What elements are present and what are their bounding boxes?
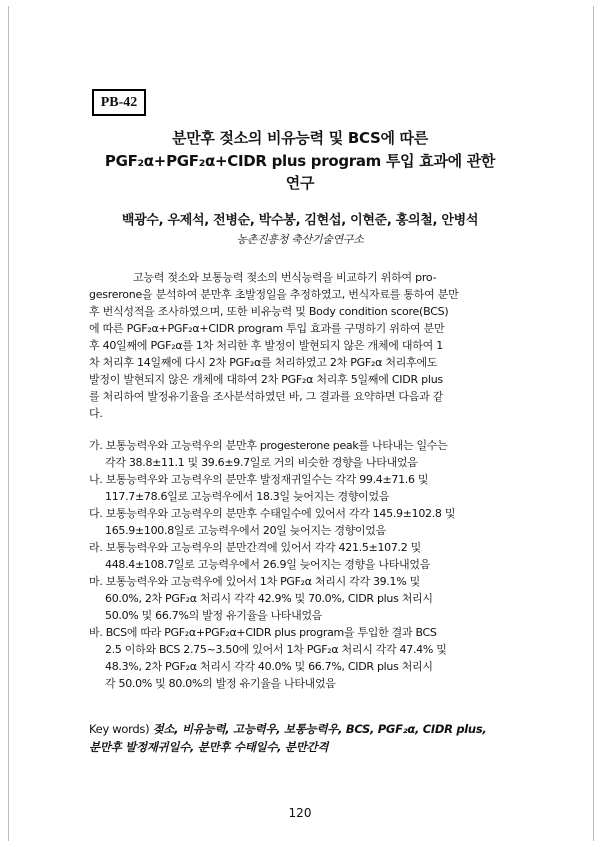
result-item: 다. 보통능력우와 고능력우의 분만후 수태일수에 있어서 각각 145.9±102.8 및 — [89, 507, 456, 520]
keywords-line-2 — [89, 739, 328, 755]
abstract-line: gesrerone을 분석하여 분만후 초발정일을 추정하였고, 번식자료를 통하여 분만 — [89, 288, 459, 301]
abstract-line: 다. — [89, 407, 103, 420]
abstract-code-badge: PB-42 — [92, 89, 146, 116]
result-item: 나. 보통능력우와 고능력우의 분만후 발정재귀일수는 각각 99.4±71.6 및 — [89, 473, 429, 486]
result-item: 48.3%, 2차 PGF₂α 처리시 각각 40.0% 및 66.7%, CIDR plus 처리시 — [105, 660, 433, 673]
result-item: 165.9±100.8일로 고능력우에서 20일 늦어지는 경향이었음 — [105, 524, 386, 537]
author-list: 백광수, 우제석, 전병순, 박수봉, 김현섭, 이현준, 홍의철, 안병석 — [121, 213, 479, 228]
abstract-line: 후 40일째에 PGF₂α를 1차 처리한 후 발정이 발현되지 않은 개체에 대하여 1 — [89, 339, 443, 352]
keywords-label: Key words) — [89, 722, 150, 736]
abstract-line: 고능력 젖소와 보통능력 젖소의 번식능력을 비교하기 위하여 pro- — [133, 271, 437, 284]
title-line-3: 연구 — [285, 174, 315, 192]
result-item: 라. 보통능력우와 고능력우의 분만간격에 있어서 각각 421.5±107.2 및 — [89, 541, 421, 554]
result-item: 각각 38.8±11.1 및 39.6±9.7일로 거의 비슷한 경향을 나타내었음 — [105, 456, 418, 469]
result-item: 2.5 이하와 BCS 2.75~3.50에 있어서 1차 PGF₂α 처리시 각각 47.4% 및 — [105, 643, 447, 656]
result-item: 117.7±78.6일로 고능력우에서 18.3일 늦어지는 경향이었음 — [105, 490, 390, 503]
result-item: 마. 보통능력우와 고능력우에 있어서 1차 PGF₂α 처리시 각각 39.1% 및 — [89, 575, 420, 588]
keywords-line-1 — [89, 721, 486, 737]
title-line-1: 분만후 젖소의 비유능력 및 BCS에 따른 — [172, 129, 428, 147]
keywords-list-2: 분만후 발정재귀일수, 분만후 수태일수, 분만간격 — [89, 740, 329, 754]
abstract-line: 차 처리후 14일째에 다시 2차 PGF₂α를 처리하였고 2차 PGF₂α 처리후에도 — [89, 356, 438, 369]
abstract-line: 를 처리하여 발정유기율을 조사분석하였던 바, 그 결과를 요약하면 다음과 같 — [89, 390, 444, 403]
keywords-list-1: 젖소, 비유능력, 고능력우, 보통능력우, BCS, PGF₂α, CIDR plus, — [152, 722, 487, 736]
result-item: 60.0%, 2차 PGF₂α 처리시 각각 42.9% 및 70.0%, CIDR plus 처리시 — [105, 592, 433, 605]
result-item: 가. 보통능력우와 고능력우의 분만후 progesterone peak를 나타내는 일수는 — [89, 439, 448, 452]
result-item: 50.0% 및 66.7%의 발정 유기율을 나타내었음 — [105, 609, 323, 622]
title-line-2: PGF₂α+PGF₂α+CIDR plus program 투입 효과에 관한 — [104, 152, 496, 170]
result-item: 각 50.0% 및 80.0%의 발정 유기율을 나타내었음 — [105, 677, 336, 690]
page-number: 120 — [288, 806, 312, 820]
abstract-line: 후 번식성적을 조사하였으며, 또한 비유능력 및 Body condition score(BCS) — [89, 305, 449, 318]
affiliation: 농촌진흥청 축산기술연구소 — [236, 233, 364, 246]
abstract-line: 발정이 발현되지 않은 개체에 대하여 2차 PGF₂α 처리후 5일째에 CIDR plus — [89, 373, 443, 386]
abstract-line: 에 따른 PGF₂α+PGF₂α+CIDR program 투입 효과를 구명하기 위하여 분만 — [89, 322, 445, 335]
result-item: 바. BCS에 따라 PGF₂α+PGF₂α+CIDR plus program을 투입한 결과 BCS — [89, 626, 437, 639]
result-item: 448.4±108.7일로 고능력우에서 26.9일 늦어지는 경향을 나타내었음 — [105, 558, 431, 571]
